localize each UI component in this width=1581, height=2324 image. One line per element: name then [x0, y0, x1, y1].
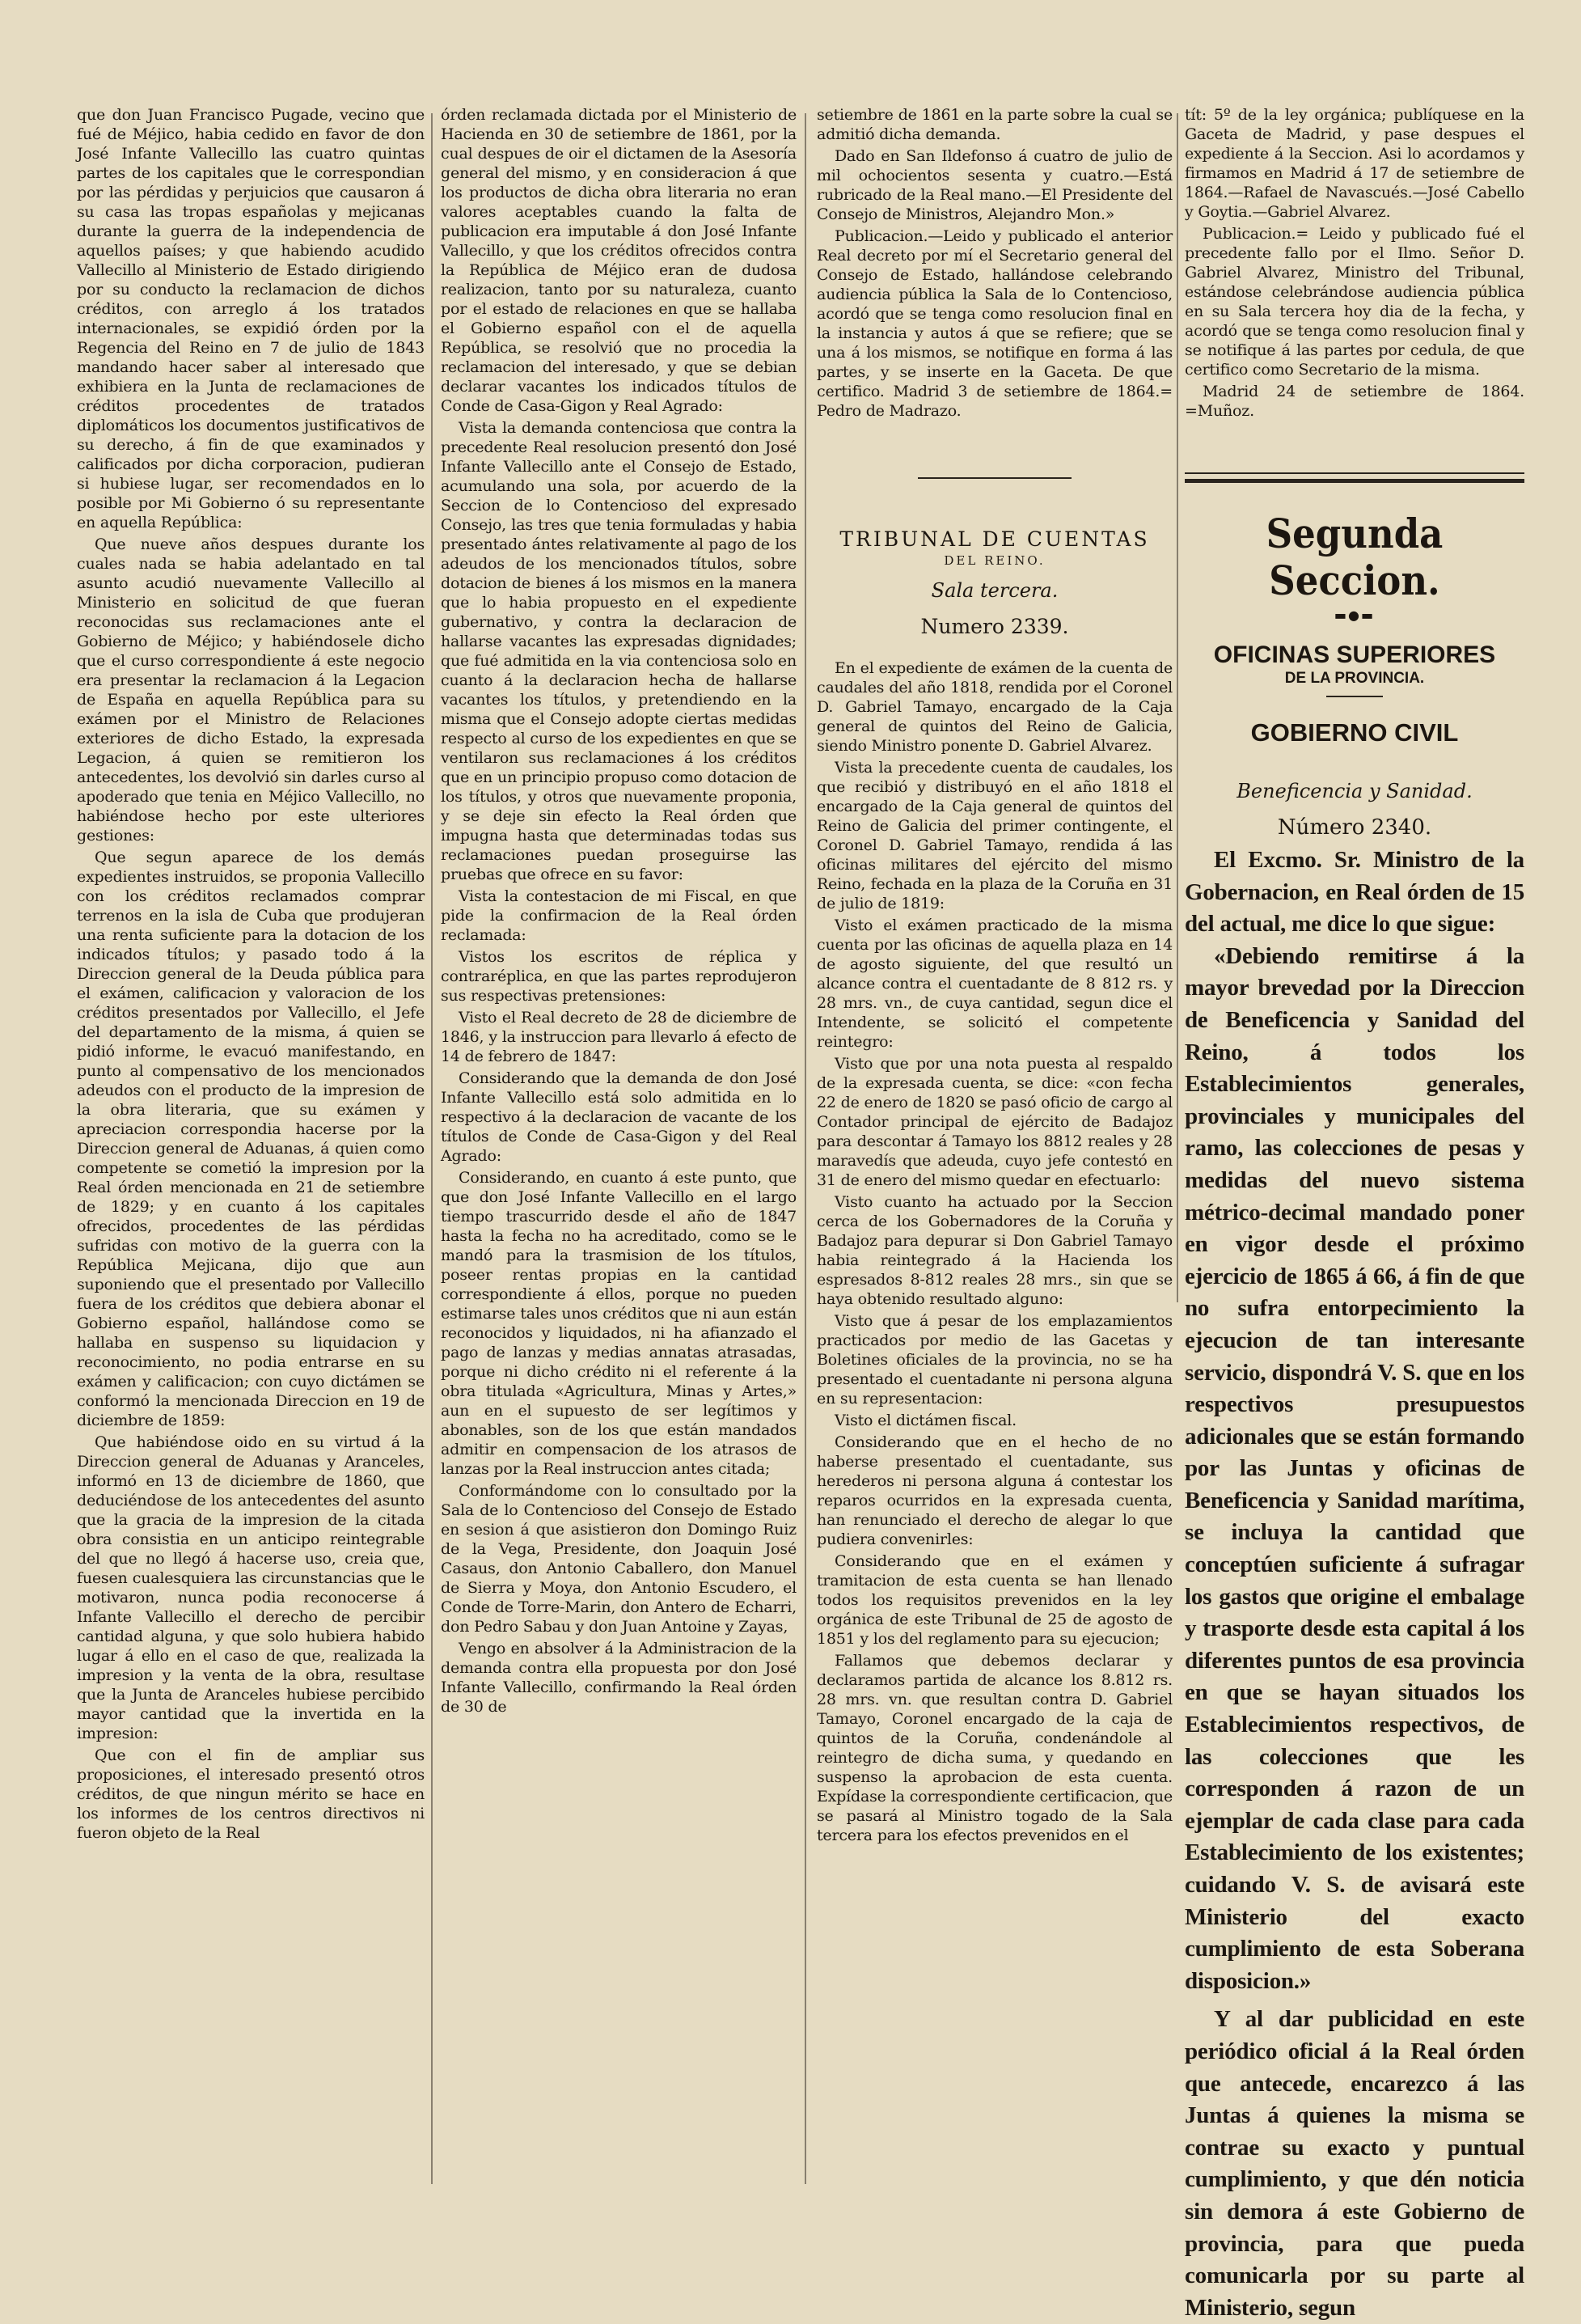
- paragraph: Vista la precedente cuenta de caudales, los que recibió y distribuyó en el año 1818 el encargado de la Caja general de quintos del Reino de Galicia del primer contingente, el Coronel D. Gabriel Tamayo, rendida á las oficinas militares del ejército del mismo Reino, fechada en la plaza de la Coruña en 31 de julio de 1819:: [817, 759, 1173, 912]
- column-1: [77, 105, 425, 1845]
- oficinas-heading: OFICINAS SUPERIORES: [1213, 641, 1496, 668]
- paragraph: «Debiendo remitirse á la mayor brevedad por la Direccion de Beneficencia y Sanidad del Reino, á todos los Establecimientos generales, provinciales y municipales del ramo, las colecciones de pesas y medidas del nuevo sistema métrico-decimal mandado poner en vigor desde el próximo ejercicio de 1865 á 66, á fin de que no sufra entorpecimiento la ejecucion de tan interesante servicio, dispondrá V. S. que en los respectivos presupuestos adicionales que se están formando por las Juntas y oficinas de Beneficencia y Sanidad marítima, se incluya la cantidad que conceptúen suficiente á sufragar los gastos que origine el embalage y trasporte desde esta capital á los diferentes puntos de esa provincia en que se hayan situados los Establecimientos respectivos, de las colecciones que les corresponden á razon de un ejemplar de cada clase para cada Establecimiento de los existentes; cuidando V. S. de avisará este Ministerio del exacto cumplimiento de esta Soberana disposicion.»: [1185, 942, 1524, 1994]
- paragraph: El Excmo. Sr. Ministro de la Gobernacion, en Real órden de 15 del actual, me dice lo que sigue:: [1185, 847, 1524, 938]
- paragraph: Fallamos que debemos declarar y declaramos partida de alcance los 8.812 rs. 28 mrs. vn. que resultan contra D. Gabriel Tamayo, Coronel encargado de la caja de quintos de la Coruña, condenándole al reintegro de dicha suma, y quedando en suspenso la aprobacion de esta cuenta. Expídase la correspondiente certificacion, que se pasará al Ministro togado de la Sala tercera para los efectos prevenidos en el: [817, 1652, 1173, 1844]
- paragraph: Publicacion.= Leido y publicado fué el precedente fallo por el Ilmo. Señor D. Gabriel Alvarez, Ministro del Tribunal, estándose celebrándose audiencia pública en su Sala tercera hoy dia de la fecha, y acordó que se tenga como resolucion final y se notifique á las partes por cedula, de que certifico como Secretario de la misma.: [1185, 225, 1524, 379]
- paragraph: Vistos los escritos de réplica y contraréplica, en que las partes reprodujeron sus respectivas pretensiones:: [441, 948, 797, 1005]
- paragraph: Vista la demanda contenciosa que contra la precedente Real resolucion presentó don José Infante Vallecillo ante el Consejo de Estado, acumulando una sola, por acuerdo de la Seccion de lo Contencioso del expresado Consejo, las tres que tenia formuladas y habia presentado ántes relativamente al pago de los adeudos de los mencionados títulos, sobre dotacion de bienes á los mismos en la manera que lo habia propuesto en el expediente gubernativo, y contra la declaracion de hallarse vacantes las expresadas dignidades; que fué admitida en la via contenciosa solo en cuanto á la declaracion hecha de hallarse vacantes los títulos, y pretendiendo en la misma que el Consejo adopte ciertas medidas respecto al curso de los expedientes en que se ventilaron sus reclamaciones á los créditos que en un principio propuso como dotacion de los títulos, y otros que nuevamente proponia, y se deje sin efecto la Real órden que impugna hasta que determinadas todas sus reclamaciones puedan proseguirse las pruebas que ofrece en su favor:: [441, 419, 797, 883]
- paragraph: Visto el dictámen fiscal.: [835, 1412, 1017, 1429]
- paragraph: Vista la contestacion de mi Fiscal, en que pide la confirmacion de la Real órden reclamada:: [441, 887, 797, 944]
- paragraph: Que nueve años despues durante los cuales nada se habia adelantado en tal asunto acudió nuevamente Vallecillo al Ministerio en solicitud de que fueran reconocidas sus reclamaciones ante el Gobierno de Méjico; y habiéndosele dicho que el curso correspondiente á este negocio era presentar la reclamacion á la Legacion de España en aquella República para su exámen por el Ministro de Relaciones exteriores de dicho Estado, la expresada Legacion, á quien se remitieron los antecedentes, los devolvió sin darles curso al apoderado que tenia en Méjico Vallecillo, no habiéndose hecho por este ulteriores gestiones:: [77, 535, 425, 845]
- section-separator: [918, 477, 1072, 479]
- ornament-divider: ▬●▬: [1334, 607, 1376, 623]
- paragraph: Que habiéndose oido en su virtud á la Direccion general de Aduanas y Aranceles, informó en 13 de diciembre de 1860, que deduciéndose de los antecedentes del asunto que la gracia de la impresion de la citada obra consistia en un anticipo reintegrable del que no llegó á hacerse uso, creia que, fuesen cualesquiera las circunstancias que le motivaron, nunca podia reconocerse á Infante Vallecillo el derecho de percibir cantidad alguna, y que solo hubiera habido lugar á ello en el caso de que, realizada la impresion y la venta de la obra, resultase que la Junta de Aranceles hubiese percibido mayor cantidad que la invertida en la impresion:: [77, 1433, 425, 1742]
- paragraph: que don Juan Francisco Pugade, vecino que fué de Méjico, habia cedido en favor de don José Infante Vallecillo las cuatro quintas partes de los capitales que le correspondian por las pérdidas y perjuicios que causaron á su casa las tropas españolas y mejicanas durante la guerra de la independencia de aquellos países; y que habiendo acudido Vallecillo al Ministerio de Estado dirigiendo por su conducto la reclamacion de dichos créditos, con arreglo á los tratados internacionales, se expidió órden por la Regencia del Reino en 7 de julio de 1843 mandando hacer saber al interesado que exhibiera en la Junta de reclamaciones de créditos procedentes de tratados diplomáticos los documentos justificativos de su derecho, á fin de que examinados y calificados por dicha corporacion, pudieran si hubiese lugar, ser recomendados en lo posible por Mi Gobierno ó su representante en aquella República:: [77, 106, 425, 531]
- tribunal-heading: TRIBUNAL DE CUENTAS: [839, 527, 1150, 551]
- gobierno-heading: GOBIERNO CIVIL: [1250, 718, 1459, 747]
- tribunal-subheading: DEL REINO.: [944, 553, 1046, 568]
- paragraph: tít: 5º de la ley orgánica; publíquese en la Gaceta de Madrid, y pase despues el expediente á la Seccion. Asi lo acordamos y firmamos en Madrid á 17 de setiembre de 1864.—Rafael de Navascués.—José Cabello y Goytia.—Gabriel Alvarez.: [1185, 106, 1524, 221]
- paragraph: Visto que á pesar de los emplazamientos practicados por medio de las Gacetas y Boletines oficiales de la provincia, no se ha presentado el cuentadante ni persona alguna en su representacion:: [817, 1312, 1173, 1408]
- paragraph: Visto que por una nota puesta al respaldo de la expresada cuenta, se dice: «con fecha 22 de enero de 1820 se pasó oficio de cargo al Contador principal de ejército de Badajoz para descontar á Tamayo los 8812 reales y 28 maravedís que adeuda, cuyo jefe contestó en 31 de enero del mismo quedar en efectuarlo:: [817, 1055, 1173, 1189]
- paragraph: Que con el fin de ampliar sus proposiciones, el interesado presentó otros créditos, de que ningun mérito se hace en los informes de los centros directivos ni fueron objeto de la Real: [77, 1746, 425, 1842]
- paragraph: Madrid 24 de setiembre de 1864. =Muñoz.: [1185, 383, 1524, 420]
- paragraph: En el expediente de exámen de la cuenta de caudales del año 1818, rendida por el Coronel D. Gabriel Tamayo, encargado de la Caja general de quintos del Reino de Galicia, siendo Ministro ponente D. Gabriel Alvarez.: [817, 659, 1173, 755]
- section-title: Segunda Seccion.: [1266, 510, 1444, 604]
- paragraph: Publicacion.—Leido y publicado el anterior Real decreto por mí el Secretario general del Consejo de Estado, hallándose celebrando audiencia pública la Sala de lo Contencioso, acordó que se tenga como resolucion final en la instancia y autos á que se refiere; que se una á los mismos, se notifique en forma á las partes, y se inserte en la Gaceta. De que certifico. Madrid 3 de setiembre de 1864.= Pedro de Madrazo.: [817, 227, 1173, 420]
- numero-heading: Numero 2339.: [920, 615, 1069, 638]
- paragraph: Considerando que en el exámen y tramitacion de esta cuenta se han llenado todos los requisitos prevenidos en la ley orgánica de este Tribunal de 25 de agosto de 1851 y los del reglamento para su ejecucion;: [817, 1552, 1173, 1648]
- paragraph: Dado en San Ildefonso á cuatro de julio de mil ochocientos sesenta y cuatro.—Está rubricado de la Real mano.—El Presidente del Consejo de Ministros, Alejandro Mon.»: [817, 147, 1173, 223]
- paragraph: Vengo en absolver á la Administracion de la demanda contra ella propuesta por don José Infante Vallecillo, confirmando la Real órden de 30 de: [441, 1640, 797, 1716]
- paragraph: setiembre de 1861 en la parte sobre la cual se admitió dicha demanda.: [817, 106, 1173, 143]
- paragraph: Y al dar publicidad en este periódico oficial á la Real órden que antecede, encarezco á las Juntas á quienes la misma se contrae su exacto y puntual cumplimiento, y que dén noticia sin demora á este Gobierno de provincia, para que pueda comunicarla por su parte al Ministerio, segun: [1185, 2006, 1524, 2321]
- paragraph: Conformándome con lo consultado por la Sala de lo Contencioso del Consejo de Estado en sesion á que asistieron don Domingo Ruiz de la Vega, Presidente, don Joaquin José Casaus, don Antonio Caballero, don Manuel de Sierra y Moya, don Antonio Escudero, el Conde de Torre-Marin, don Antero de Echarri, don Pedro Sabau y don Juan Antoine y Zayas,: [441, 1482, 797, 1636]
- column-rule: [805, 113, 806, 2184]
- column-rule: [431, 113, 433, 2184]
- paragraph: Considerando que en el hecho de no haberse presentado el cuentadante, sus herederos ni persona alguna á contestar los reparos ocurridos en la expresada cuenta, han renunciado el derecho de alegar lo que pudiera convenirles:: [817, 1433, 1173, 1548]
- sala-heading: Sala tercera.: [931, 579, 1059, 602]
- numero-heading: Número 2340.: [1277, 815, 1432, 840]
- paragraph: Visto el Real decreto de 28 de diciembre de 1846, y la instruccion para llevarlo á efecto de 14 de febrero de 1847:: [441, 1009, 797, 1065]
- column-rule: [1177, 113, 1178, 1302]
- paragraph: Visto el exámen practicado de la misma cuenta por las oficinas de aquella plaza en 14 de agosto siguiente, del que resultó un alcance contra el cuentadante de 8 812 rs. y 28 mrs. vn., de cuya cantidad, segun dice el Intendente, se solicitó el competente reintegro:: [817, 916, 1173, 1051]
- section-rule: [1185, 472, 1524, 474]
- short-rule: [1326, 696, 1383, 697]
- paragraph: Visto cuanto ha actuado por la Seccion cerca de los Gobernadores de la Coruña y Badajoz para depurar si Don Gabriel Tamayo habia reintegrado á la Hacienda los espresados 8-812 reales 28 mrs., sin que se haya obtenido resultado alguno:: [817, 1193, 1173, 1308]
- column-3: [817, 105, 1173, 1848]
- paragraph: Considerando que la demanda de don José Infante Vallecillo está solo admitida en lo respectivo á la declaracion de vacante de los títulos de Conde de Casa-Gigon y del Real Agrado:: [441, 1069, 797, 1165]
- paragraph: órden reclamada dictada por el Ministerio de Hacienda en 30 de setiembre de 1861, por la cual despues de oir el dictamen de la Asesoría general del mismo, y en consideracion á que los productos de dicha obra literaria no eran valores aceptables cuando la falta de publicacion era imputable á don José Infante Vallecillo, y que los créditos ofrecidos contra la República de Méjico eran de dudosa realizacion, tanto por su naturaleza, cuanto por el estado de relaciones en que se hallaba el Gobierno español con el de aquella República, se resolvió que no procedia la reclamacion del interesado, y que se debian declarar vacantes los indicados títulos de Conde de Casa-Gigon y Real Agrado:: [441, 106, 797, 415]
- section-rule-thick: [1185, 479, 1524, 483]
- paragraph: Que segun aparece de los demás expedientes instruidos, se proponia Vallecillo con los créditos reclamados comprar terrenos en la isla de Cuba que produjeran una renta suficiente para la dotacion de los indicados títulos; y pasado todo á la Direccion general de la Deuda pública para el exámen, calificacion y valoracion de los créditos presentados por Vallecillo, el Jefe del departamento de la misma, á quien se pidió informe, le evacuó manifestando, en punto al compensativo de los mencionados adeudos con el producto de la impresion de la obra literaria, que su exámen y apreciacion correspondia hacerse por la Direccion general de Aduanas, á quien como competente se cometió la impresion por la Real órden mencionada en 21 de setiembre de 1829; y en cuanto á los capitales ofrecidos, procedentes de las pérdidas sufridas con motivo de la guerra con la República Mejicana, dijo que aun suponiendo que el presentado por Vallecillo fuera de los créditos que debiera abonar el Gobierno español, hallándose como se hallaba en suspenso su liquidacion y reconocimiento, no podia entrarse en su exámen y calificacion; con cuyo dictámen se conformó la mencionada Direccion en 19 de diciembre de 1859:: [77, 849, 425, 1429]
- bold-article: [1185, 845, 1524, 2324]
- column-2: [441, 105, 797, 1719]
- beneficencia-heading: Beneficencia y Sanidad.: [1236, 780, 1473, 802]
- provincia-heading: DE LA PROVINCIA.: [1284, 670, 1425, 687]
- column-4: [1185, 105, 1524, 2324]
- paragraph: Considerando, en cuanto á este punto, que que don José Infante Vallecillo en el largo tiempo trascurrido desde el año de 1847 hasta la fecha no ha acreditado, como se le mandó para la trasmision de los títulos, poseer rentas propias en la cantidad correspondiente á ellos, porque no pueden estimarse tales unos créditos que ni aun están reconocidos y liquidados, ni ha afianzado el pago de lanzas y medias annatas atrasadas, porque ni dicho crédito ni el referente á la obra titulada «Agricultura, Minas y Artes,» aun en el supuesto de ser legítimos y abonables, son de los que están mandados admitir en compensacion de los atrasos de lanzas por la Real instruccion antes citada;: [441, 1169, 797, 1478]
